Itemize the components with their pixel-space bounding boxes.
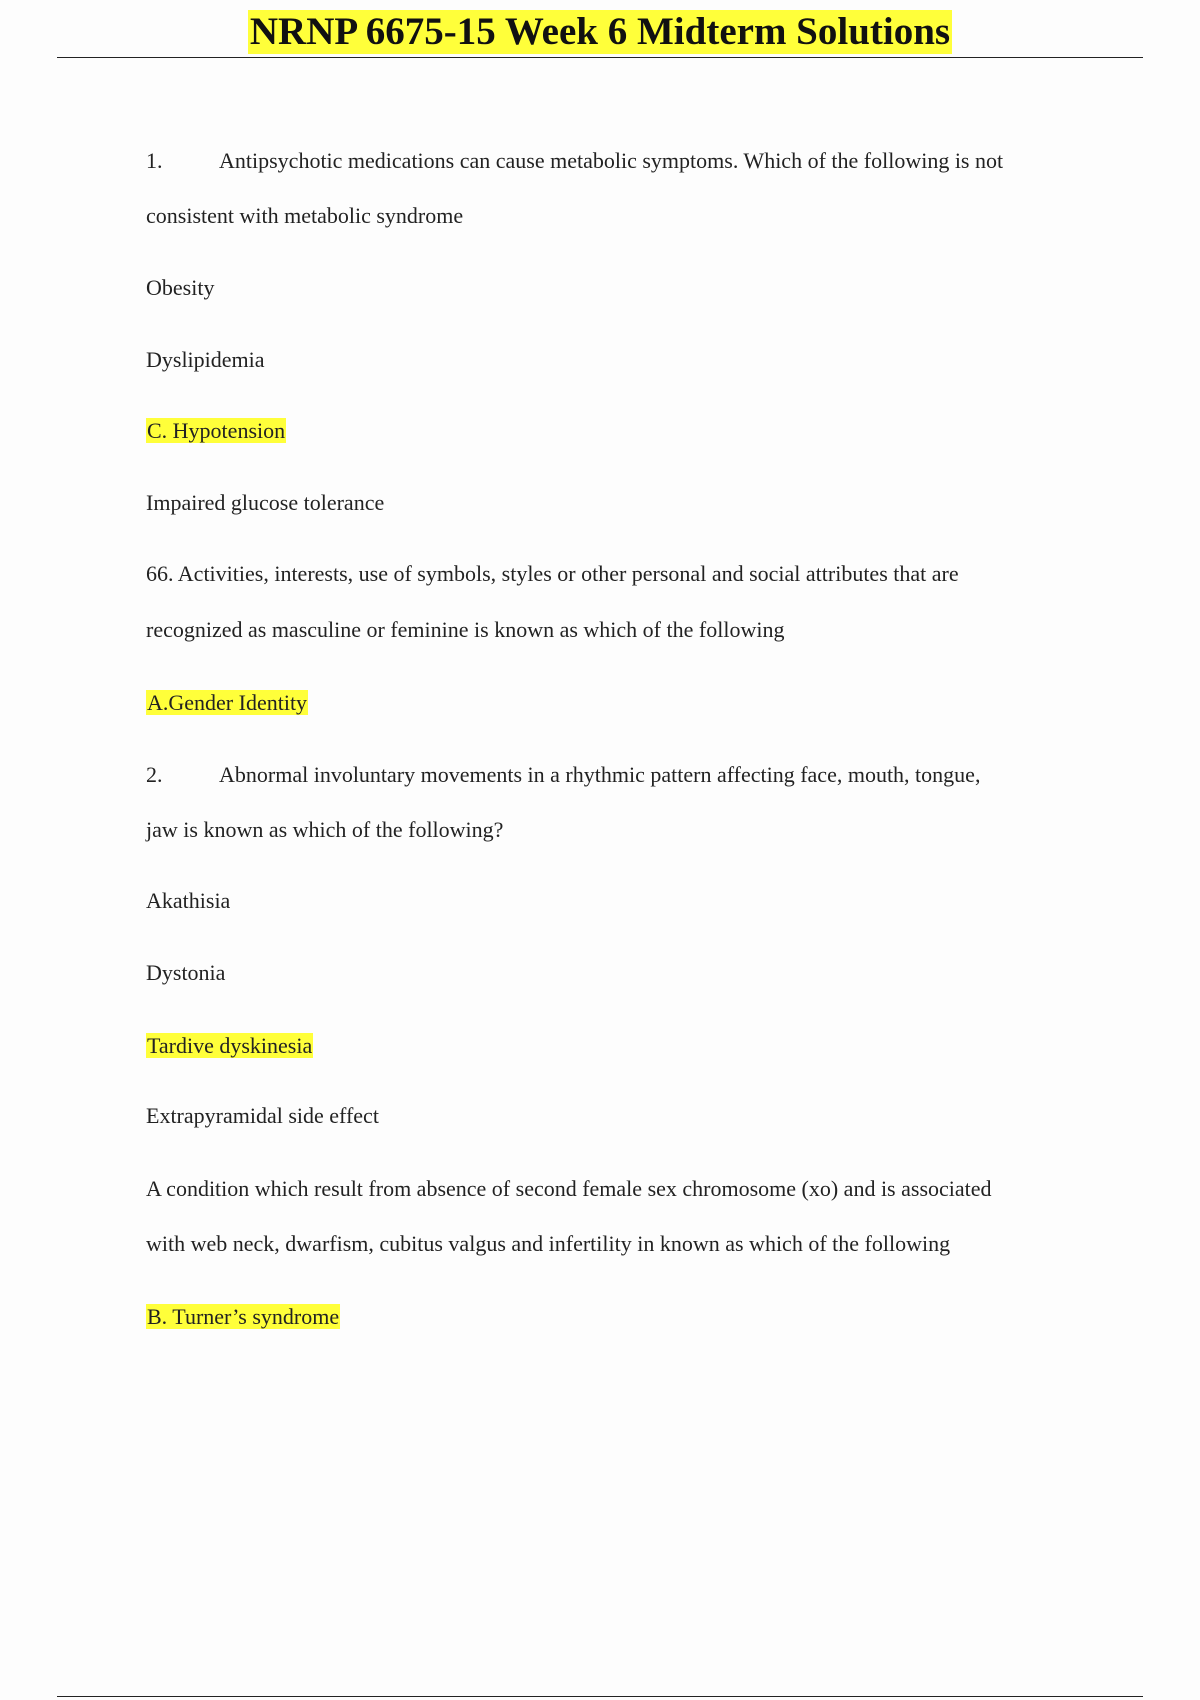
question-66-line-2: recognized as masculine or feminine is known as which of the following (146, 617, 785, 642)
question-2-option-c-highlighted: Tardive dyskinesia (147, 1033, 313, 1058)
question-2-number: 2. (146, 762, 163, 787)
page-header (0, 10, 1200, 54)
question-turner-answer-row (146, 1302, 340, 1332)
question-1-option-c-highlighted: C. Hypotension (147, 418, 286, 443)
question-2-option-b: Dystonia (146, 960, 226, 985)
question-2-option-d: Extrapyramidal side effect (146, 1103, 379, 1128)
question-1-text: Antipsychotic medications can cause metabolic symptoms. Which of the following is not (219, 148, 1004, 173)
question-1-line-1 (146, 146, 1003, 176)
question-1-line-2: consistent with metabolic syndrome (146, 203, 464, 228)
question-2-line-1 (146, 760, 980, 790)
question-66-answer-highlighted: A.Gender Identity (147, 690, 308, 715)
header-rule (57, 57, 1143, 58)
footer-rule (57, 1696, 1143, 1697)
question-turner-line-2: with web neck, dwarfism, cubitus valgus and infertility in known as which of the following (146, 1231, 951, 1256)
question-turner-line-1: A condition which result from absence of second female sex chromosome (xo) and is associated (146, 1176, 992, 1201)
question-66-line-1: 66. Activities, interests, use of symbols, styles or other personal and social attributes that are (146, 561, 959, 586)
question-2-text: Abnormal involuntary movements in a rhythmic pattern affecting face, mouth, tongue, (219, 762, 981, 787)
question-66-answer-row (146, 688, 308, 718)
question-1-number: 1. (146, 148, 163, 173)
question-1-option-d: Impaired glucose tolerance (146, 490, 385, 515)
question-turner-answer-highlighted: B. Turner’s syndrome (147, 1304, 340, 1329)
question-2-answer-row (146, 1031, 313, 1061)
question-1-answer-row (146, 416, 286, 446)
page-title: NRNP 6675-15 Week 6 Midterm Solutions (249, 10, 951, 53)
question-1-option-a: Obesity (146, 275, 215, 300)
question-2-option-a: Akathisia (146, 888, 231, 913)
question-2-line-2: jaw is known as which of the following? (146, 817, 504, 842)
question-1-option-b: Dyslipidemia (146, 347, 265, 372)
